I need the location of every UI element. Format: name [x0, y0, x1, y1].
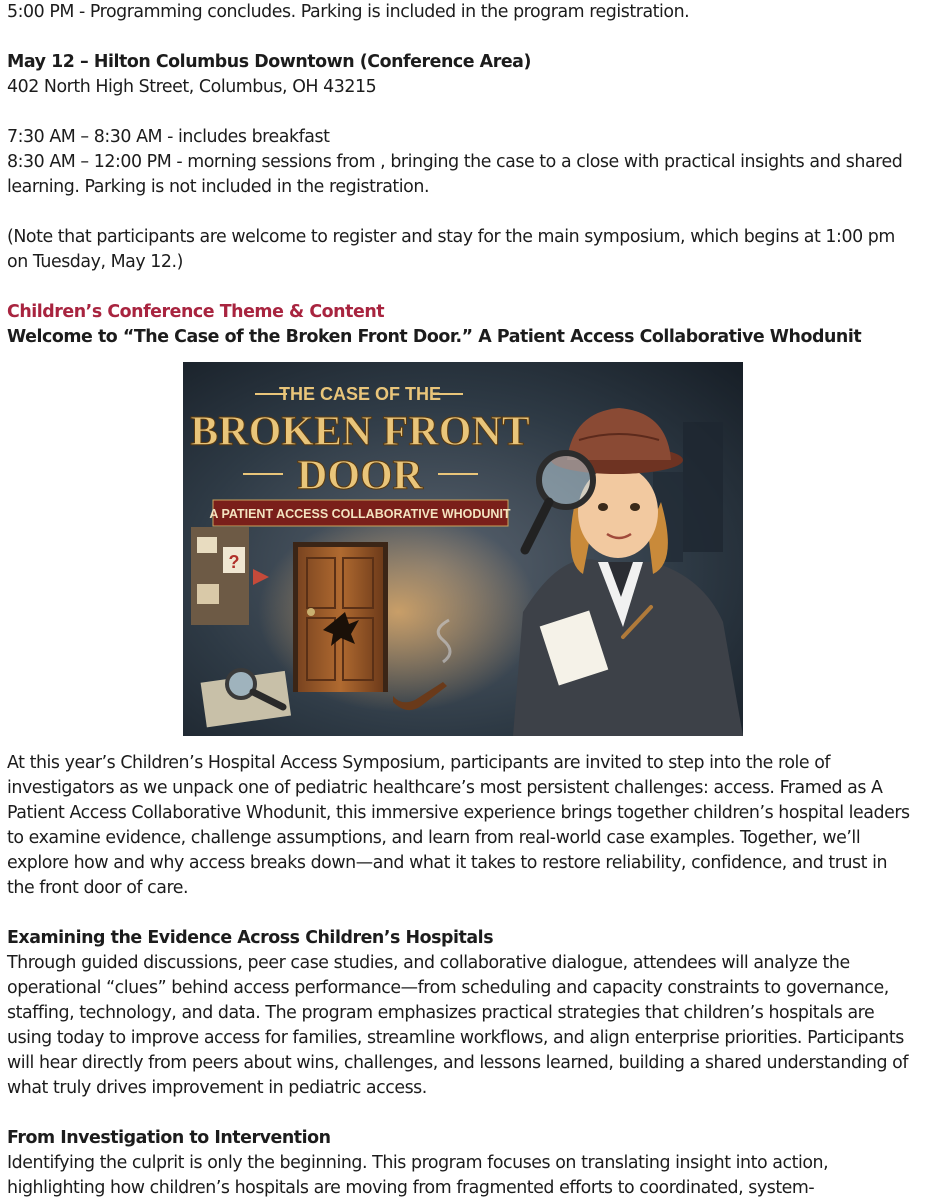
- may12-sessions: 8:30 AM – 12:00 PM - morning sessions from , bringing the case to a close with practical insights and shared learning. Parking is not included in the registration.: [7, 152, 903, 197]
- may12-heading: May 12 – Hilton Columbus Downtown (Conference Area): [7, 52, 531, 72]
- evidence-note: [197, 537, 217, 553]
- city-building: [683, 422, 723, 552]
- case-poster-illustration: [183, 362, 743, 736]
- evidence-heading: Examining the Evidence Across Children’s Hospitals: [7, 928, 494, 948]
- poster-title-line1: BROKEN FRONT: [190, 409, 530, 455]
- door-knob: [307, 608, 315, 616]
- detective-eye: [598, 503, 608, 511]
- poster-top-line: THE CASE OF THE: [278, 384, 442, 404]
- theme-heading: Children’s Conference Theme & Content: [7, 302, 385, 322]
- document-page: [7, 0, 919, 1201]
- detective-eye: [630, 503, 640, 511]
- intro-paragraph: At this year’s Children’s Hospital Access Symposium, participants are invited to step into the role of investigators as we unpack one of pediatric healthcare’s most persistent challenges: access. Framed as A Patient Access Collaborative Whodunit, this immersive experience brings together children’s hospital leaders to examine evidence, challenge assumptions, and learn from real-world case examples. Together, we’ll explore how and why access breaks down—and what it takes to restore reliability, confidence, and trust in the front door of care.: [7, 753, 910, 898]
- may12-breakfast: 7:30 AM – 8:30 AM - includes breakfast: [7, 127, 330, 147]
- may11-end-text: 5:00 PM - Programming concludes. Parking is included in the program registration.: [7, 2, 690, 22]
- intervention-paragraph: Identifying the culprit is only the beginning. This program focuses on translating insight into action, highlighting how children’s hospitals are moving from fragmented efforts to coordinated, system-: [7, 1153, 829, 1198]
- poster-banner-text: A PATIENT ACCESS COLLABORATIVE WHODUNIT: [209, 507, 511, 521]
- intervention-heading: From Investigation to Intervention: [7, 1128, 331, 1148]
- symposium-note: (Note that participants are welcome to register and stay for the main symposium, which begins at 1:00 pm on Tuesday, May 12.): [7, 227, 895, 272]
- evidence-paragraph: Through guided discussions, peer case studies, and collaborative dialogue, attendees will analyze the operational “clues” behind access performance—from scheduling and capacity constraints to governance, staffing, technology, and data. The program emphasizes practical strategies that children’s hospitals are using today to improve access for families, streamline workflows, and align enterprise priorities. Participants will hear directly from peers about wins, challenges, and lessons learned, building a shared understanding of what truly drives improvement in pediatric access.: [7, 953, 909, 1098]
- question-mark: ?: [228, 552, 240, 572]
- may12-address: 402 North High Street, Columbus, OH 43215: [7, 77, 377, 97]
- theme-welcome: Welcome to “The Case of the Broken Front Door.” A Patient Access Collaborative Whodunit: [7, 327, 862, 347]
- poster-title-line2: DOOR: [297, 453, 423, 499]
- evidence-note: [197, 584, 219, 604]
